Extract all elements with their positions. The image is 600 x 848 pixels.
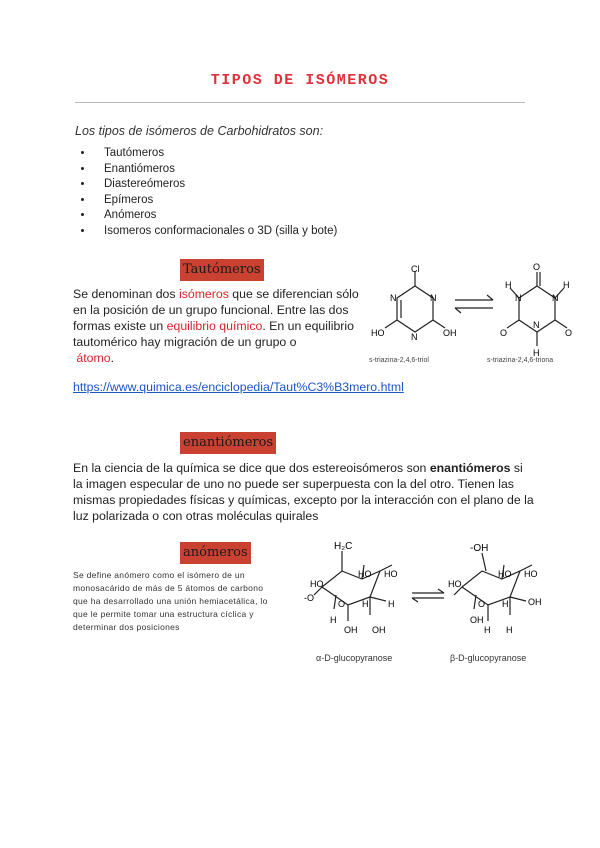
text-line: en la posición de un grupo funcional. Entre las dos [73, 303, 349, 317]
bold-term: enantiómeros [429, 461, 511, 475]
oh-label: OH [443, 328, 457, 338]
o-label: O [338, 599, 346, 609]
n-label: N [533, 320, 540, 330]
list-item: • Tautómeros [94, 146, 337, 162]
text-line: que ha desarrollado una unión hemiacetálica, lo [73, 596, 268, 606]
h-label: H [505, 280, 512, 290]
text-line: que le permite tomar una estructura cíclica y [73, 609, 254, 619]
enantiomeros-paragraph [73, 460, 543, 524]
text-segment: si [510, 461, 523, 475]
list-item: • Enantiómeros [94, 162, 337, 178]
h-label: H [533, 348, 540, 358]
text-line: Se define anómero como el isómero de un [73, 570, 245, 580]
ho-label: HO [498, 569, 512, 579]
o-label: O [478, 599, 486, 609]
text-line: la imagen especular de uno no puede ser superpuesta con la del otro. Tienen las [73, 477, 514, 491]
h-label: H [388, 599, 395, 609]
h-label: H [484, 625, 491, 635]
intro-text: Los tipos de isómeros de Carbohidratos son: [75, 124, 324, 138]
oh-label: OH [470, 615, 484, 625]
text-segment: que se diferencian sólo [228, 287, 359, 301]
text-line: determinar dos posiciones [73, 622, 180, 632]
right-molecule-caption: s-triazina-2,4,6-triona [487, 357, 554, 364]
oh-label: OH [372, 625, 386, 635]
alpha-caption: α-D-glucopyranose [316, 653, 393, 663]
h-label: H [330, 615, 337, 625]
enantiomeros-heading: enantiómeros [180, 432, 276, 454]
list-item: • Epímeros [94, 193, 337, 209]
anomer-structure-image [300, 535, 550, 670]
text-segment: Se denominan dos [73, 287, 179, 301]
oh-label: OH [528, 597, 542, 607]
cl-label: Cl [411, 264, 420, 274]
title-divider [75, 102, 525, 103]
o-label: O [500, 328, 508, 338]
text-line: mismas propiedades físicas y químicas, excepto por la interacción con el plano de la [73, 493, 534, 507]
n-label: N [430, 293, 437, 303]
beta-caption: β-D-glucopyranose [450, 653, 527, 663]
text-line: tautomérico hay migración de un grupo o [73, 335, 297, 349]
isomer-types-list [78, 146, 337, 239]
tautomeros-paragraph [73, 286, 363, 366]
text-segment: . En un equilibrio [262, 319, 354, 333]
n-label: N [552, 293, 559, 303]
h-label: H [563, 280, 570, 290]
atomo-link[interactable]: átomo [76, 351, 111, 365]
o-label: O [533, 262, 541, 272]
list-item: • Diastereómeros [94, 177, 337, 193]
o-label: O [565, 328, 573, 338]
oh-label: OH [344, 625, 358, 635]
tautomeros-heading: Tautómeros [180, 259, 264, 281]
left-molecule-caption: s-triazina-2,4,6-triol [369, 357, 429, 364]
text-line: monosacárido de más de 5 átomos de carbono [73, 583, 264, 593]
list-item: • Anómeros [94, 208, 337, 224]
page-title: TIPOS DE ISÓMEROS [210, 72, 390, 89]
ho-label: HO [448, 579, 462, 589]
anomeros-heading: anómeros [180, 542, 251, 564]
tautomer-structure-image [365, 258, 590, 370]
anomeros-paragraph [73, 569, 303, 634]
ho-label: HO [371, 328, 385, 338]
ho-label: HO [524, 569, 538, 579]
n-label: N [390, 293, 397, 303]
text-line: luz polarizada o con otras moléculas quirales [73, 509, 319, 523]
text-segment: formas existe un [73, 319, 167, 333]
h-label: H [362, 599, 369, 609]
h-label: H [502, 599, 509, 609]
n-label: N [411, 332, 418, 342]
ch2-label: H₂C [334, 541, 353, 552]
ho-label: HO [384, 569, 398, 579]
h-label: H [506, 625, 513, 635]
equilibrio-link[interactable]: equilibrio químico [166, 319, 263, 333]
quimica-reference-link[interactable]: https://www.quimica.es/enciclopedia/Taut%C3%B3mero.html [73, 380, 404, 394]
ho-label: HO [358, 569, 372, 579]
n-label: N [515, 293, 522, 303]
list-item: • Isomeros conformacionales o 3D (silla y bote) [94, 224, 337, 240]
text-segment: . [110, 351, 115, 365]
o-ring-label: -O [304, 593, 314, 603]
isomeros-link[interactable]: isómeros [178, 287, 229, 301]
text-segment: En la ciencia de la química se dice que dos estereoisómeros son [73, 461, 430, 475]
oh-top-label: -OH [470, 543, 489, 554]
ho-label: HO [310, 579, 324, 589]
